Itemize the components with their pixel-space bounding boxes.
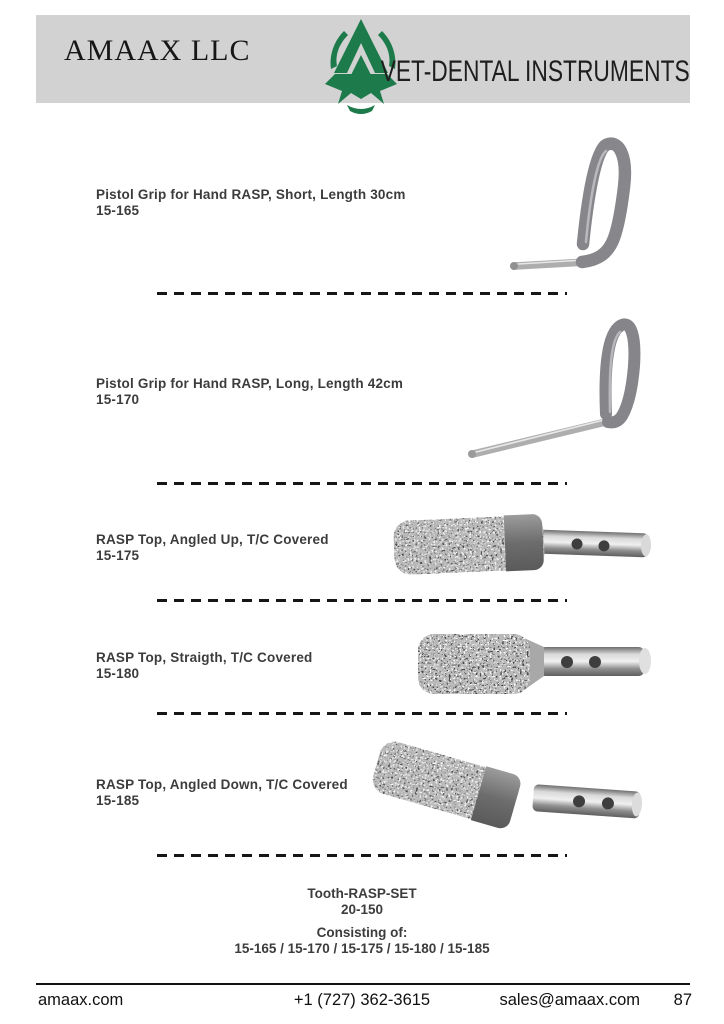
set-items: 15-165 / 15-170 / 15-175 / 15-180 / 15-185 bbox=[234, 941, 490, 956]
footer-page-number: 87 bbox=[673, 991, 692, 1009]
product-label-15-170 bbox=[96, 376, 403, 408]
footer-website: amaax.com bbox=[38, 991, 124, 1009]
product-name: RASP Top, Angled Up, T/C Covered bbox=[96, 532, 329, 547]
set-name: Tooth-RASP-SET bbox=[307, 886, 417, 901]
rasp-top-angled-up-photo bbox=[378, 498, 663, 602]
pistol-grip-long-photo bbox=[438, 308, 710, 480]
product-label-15-165 bbox=[96, 187, 406, 219]
product-label-15-180 bbox=[96, 650, 312, 682]
product-name: RASP Top, Angled Down, T/C Covered bbox=[96, 777, 348, 792]
set-consisting-label: Consisting of: bbox=[316, 925, 408, 940]
footer-phone: +1 (727) 362-3615 bbox=[293, 991, 431, 1009]
set-code: 20-150 bbox=[340, 902, 384, 917]
product-name: Pistol Grip for Hand RASP, Short, Length 30cm bbox=[96, 187, 406, 202]
product-name: RASP Top, Straigth, T/C Covered bbox=[96, 650, 313, 665]
product-name: Pistol Grip for Hand RASP, Long, Length 42cm bbox=[96, 376, 404, 391]
dashed-divider bbox=[157, 712, 567, 715]
company-name: AMAAX LLC bbox=[64, 34, 251, 67]
page-title: VET-DENTAL INSTRUMENTS bbox=[380, 55, 690, 88]
product-code: 15-180 bbox=[96, 666, 140, 681]
product-code: 15-185 bbox=[96, 793, 140, 808]
dashed-divider bbox=[157, 599, 567, 602]
rasp-top-straight-photo bbox=[398, 618, 660, 710]
set-block bbox=[0, 886, 724, 957]
dashed-divider bbox=[157, 292, 567, 295]
dashed-divider bbox=[157, 482, 567, 485]
product-code: 15-175 bbox=[96, 548, 140, 563]
footer-email: sales@amaax.com bbox=[499, 991, 640, 1009]
pistol-grip-short-photo bbox=[458, 132, 683, 290]
dashed-divider bbox=[157, 854, 567, 857]
product-label-15-175 bbox=[96, 532, 329, 564]
product-label-15-185 bbox=[96, 777, 348, 809]
rasp-top-angled-down-photo bbox=[368, 738, 660, 860]
product-code: 15-165 bbox=[96, 203, 140, 218]
product-code: 15-170 bbox=[96, 392, 140, 407]
footer-rule bbox=[36, 983, 690, 985]
